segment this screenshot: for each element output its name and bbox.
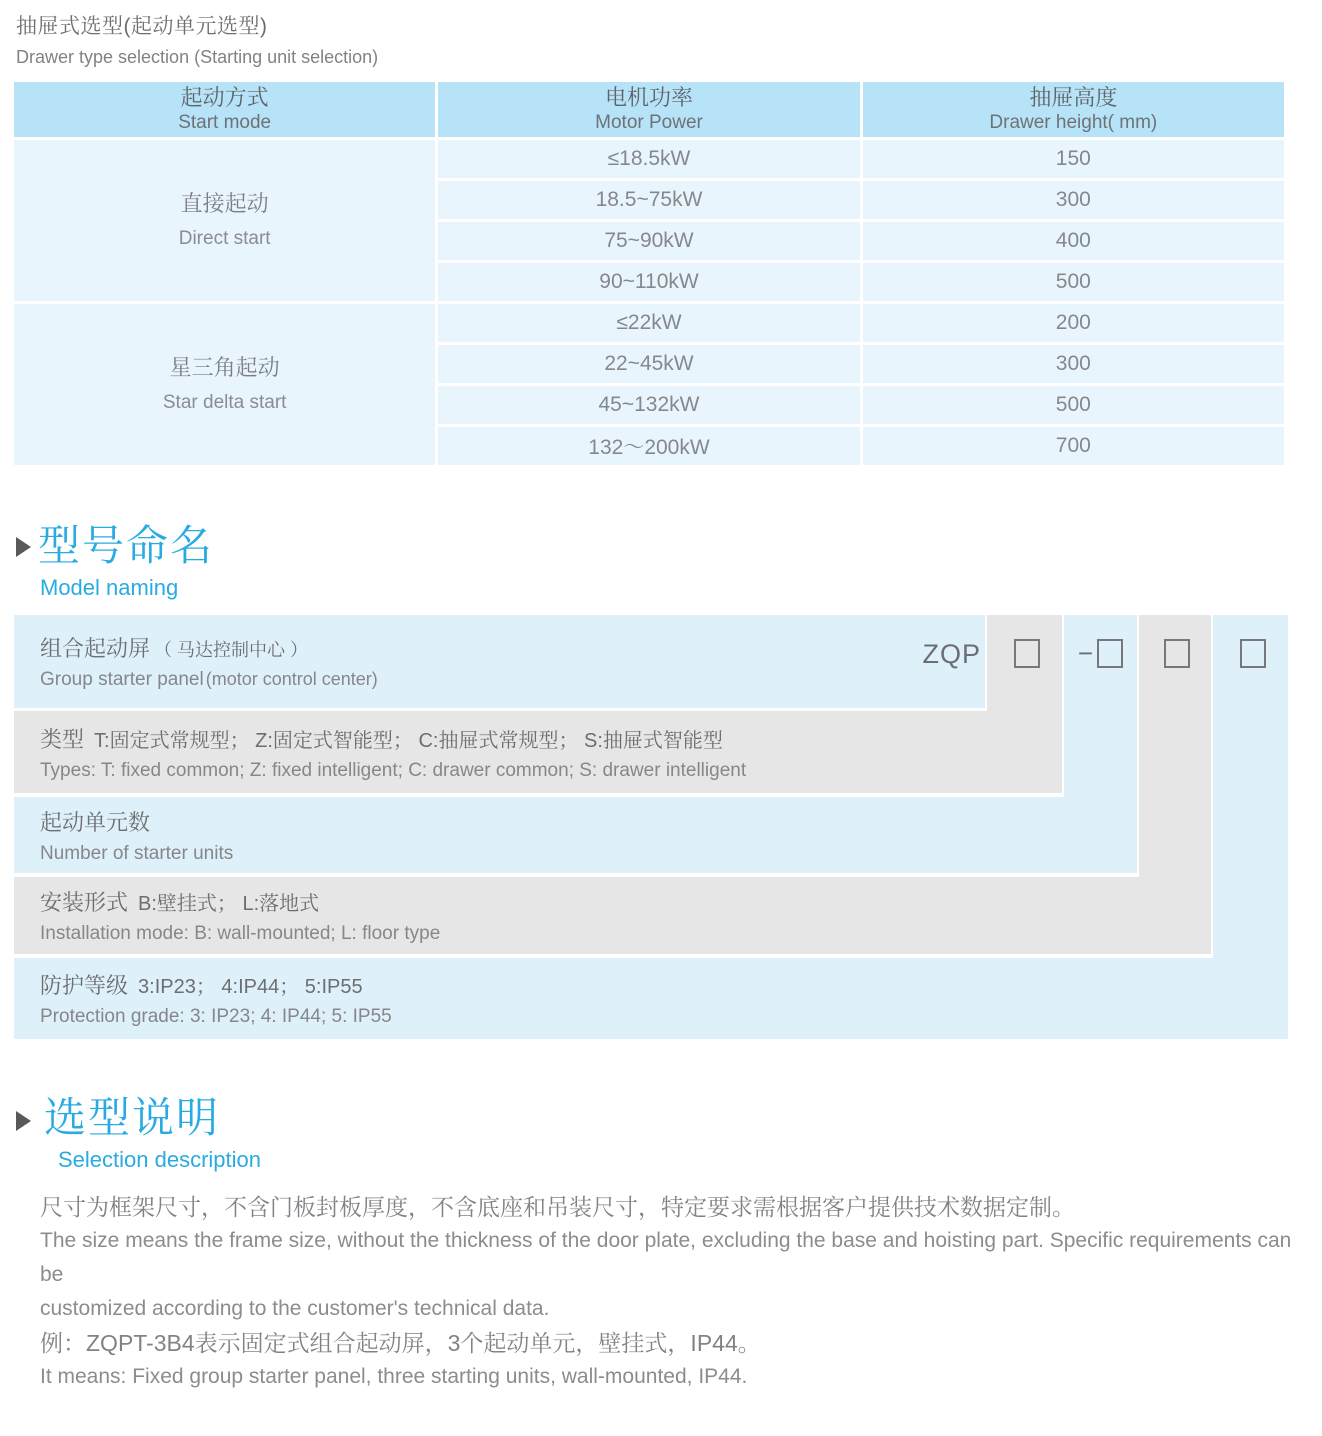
row-zh-main: 安装形式 <box>40 890 129 915</box>
header-drawer-height-zh: 抽屉高度 <box>1029 84 1118 110</box>
height-cell: 300 <box>863 345 1284 383</box>
row-zh <box>40 886 1211 917</box>
model-code-text: ZQP <box>922 639 981 669</box>
row-zh <box>40 723 1062 754</box>
diagram-row-group-starter-panel <box>14 615 985 708</box>
page-title <box>16 10 378 68</box>
header-drawer-height-en: Drawer height( mm) <box>989 112 1158 134</box>
row-zh-sub: T:固定式常规型； Z:固定式智能型； C:抽屉式常规型； S:抽屉式智能型 <box>94 729 723 752</box>
height-cell: 150 <box>863 140 1284 178</box>
row-en <box>40 1006 1288 1028</box>
start-mode-star-delta-zh: 星三角起动 <box>169 354 280 380</box>
section-arrow-icon <box>16 1111 31 1131</box>
row-en-main: Protection grade: 3: IP23; 4: IP44; 5: IP55 <box>40 1006 392 1027</box>
table-header-motor-power <box>438 82 859 137</box>
selection-description-body <box>40 1190 1302 1394</box>
start-mode-direct-zh: 直接起动 <box>180 190 269 216</box>
row-en-main: Types: T: fixed common; Z: fixed intelligent; C: drawer common; S: drawer intelligent <box>40 759 747 781</box>
drawer-selection-table <box>14 82 1284 465</box>
row-en <box>40 843 1137 865</box>
height-cell: 400 <box>863 222 1284 260</box>
table-header-drawer-height <box>863 82 1284 137</box>
power-cell: 45~132kW <box>438 386 859 424</box>
model-naming-diagram <box>14 615 1288 1039</box>
code-box-wrap <box>1078 639 1123 667</box>
description-line: customized according to the customer's technical data. <box>40 1297 550 1320</box>
selection-description-title-en: Selection description <box>58 1147 262 1172</box>
description-line: 尺寸为框架尺寸，不含门板封板厚度，不含底座和吊装尺寸，特定要求需根据客户提供技术数据定制。 <box>40 1194 1075 1220</box>
row-zh-sub: （ 马达控制中心 ） <box>154 640 309 660</box>
row-zh <box>40 969 1288 1000</box>
code-box-wrap <box>1160 639 1190 667</box>
code-placeholder-box-icon <box>1240 639 1266 668</box>
model-naming-title-zh: 型号命名 <box>38 522 215 569</box>
row-zh-main: 组合起动屏 <box>40 636 151 661</box>
diagram-row-starter-units <box>14 797 1137 873</box>
power-cell: 90~110kW <box>438 263 859 301</box>
start-mode-direct-cell <box>14 140 435 301</box>
description-line: The size means the frame size, without the thickness of the door plate, excluding the base and hoisting part. Specific requirements can be <box>40 1229 1292 1286</box>
page-title-zh: 抽屉式选型(起动单元选型) <box>16 15 268 38</box>
row-zh <box>40 806 1137 837</box>
diagram-row-protection-grade <box>14 958 1288 1039</box>
power-cell: ≤18.5kW <box>438 140 859 178</box>
power-cell: 22~45kW <box>438 345 859 383</box>
power-cell: ≤22kW <box>438 304 859 342</box>
row-en <box>40 669 985 691</box>
code-prefix: − <box>1077 638 1094 668</box>
row-en <box>40 760 1062 782</box>
row-en-main: Installation mode: B: wall-mounted; L: floor type <box>40 923 441 944</box>
height-cell: 500 <box>863 263 1284 301</box>
height-cell: 700 <box>863 427 1284 465</box>
start-mode-star-delta-cell <box>14 304 435 465</box>
code-placeholder-box-icon <box>1097 639 1123 668</box>
row-en-main: Group starter panel <box>40 669 204 690</box>
power-cell: 75~90kW <box>438 222 859 260</box>
diagram-row-installation-mode <box>14 877 1211 954</box>
row-zh-main: 防护等级 <box>40 973 129 998</box>
height-cell: 500 <box>863 386 1284 424</box>
row-zh <box>40 632 985 663</box>
row-en-main: Number of starter units <box>40 842 234 864</box>
row-en-sub: (motor control center) <box>205 669 378 689</box>
description-line: 例：ZQPT-3B4表示固定式组合起动屏，3个起动单元，壁挂式，IP44。 <box>40 1330 761 1356</box>
code-placeholder-box-icon <box>1014 639 1040 668</box>
start-mode-star-delta-en: Star delta start <box>162 391 287 413</box>
header-motor-power-zh: 电机功率 <box>604 84 693 110</box>
table-header-start-mode <box>14 82 435 137</box>
header-start-mode-zh: 起动方式 <box>180 84 269 110</box>
selection-description-heading <box>16 1094 261 1174</box>
header-motor-power-en: Motor Power <box>595 112 703 134</box>
row-zh-sub: 3:IP23； 4:IP44； 5:IP55 <box>138 976 363 998</box>
power-cell: 18.5~75kW <box>438 181 859 219</box>
code-box-wrap <box>1010 639 1040 667</box>
section-arrow-icon <box>16 537 31 557</box>
model-naming-title-en: Model naming <box>40 575 179 600</box>
description-line: It means: Fixed group starter panel, three starting units, wall-mounted, IP44. <box>40 1365 748 1388</box>
diagram-row-type <box>14 711 1062 793</box>
code-placeholder-box-icon <box>1164 639 1190 668</box>
height-cell: 300 <box>863 181 1284 219</box>
model-naming-heading <box>16 522 214 602</box>
header-start-mode-en: Start mode <box>178 112 272 134</box>
selection-description-title-zh: 选型说明 <box>44 1094 221 1141</box>
height-cell: 200 <box>863 304 1284 342</box>
page-title-en: Drawer type selection (Starting unit selection) <box>16 47 379 67</box>
row-zh-sub: B:壁挂式； L:落地式 <box>138 893 320 915</box>
code-box-wrap <box>1236 639 1266 667</box>
row-en <box>40 923 1211 945</box>
start-mode-direct-en: Direct start <box>178 227 271 249</box>
row-zh-main: 类型 <box>40 726 85 752</box>
power-cell: 132～200kW <box>438 427 859 465</box>
row-zh-main: 起动单元数 <box>40 809 151 835</box>
